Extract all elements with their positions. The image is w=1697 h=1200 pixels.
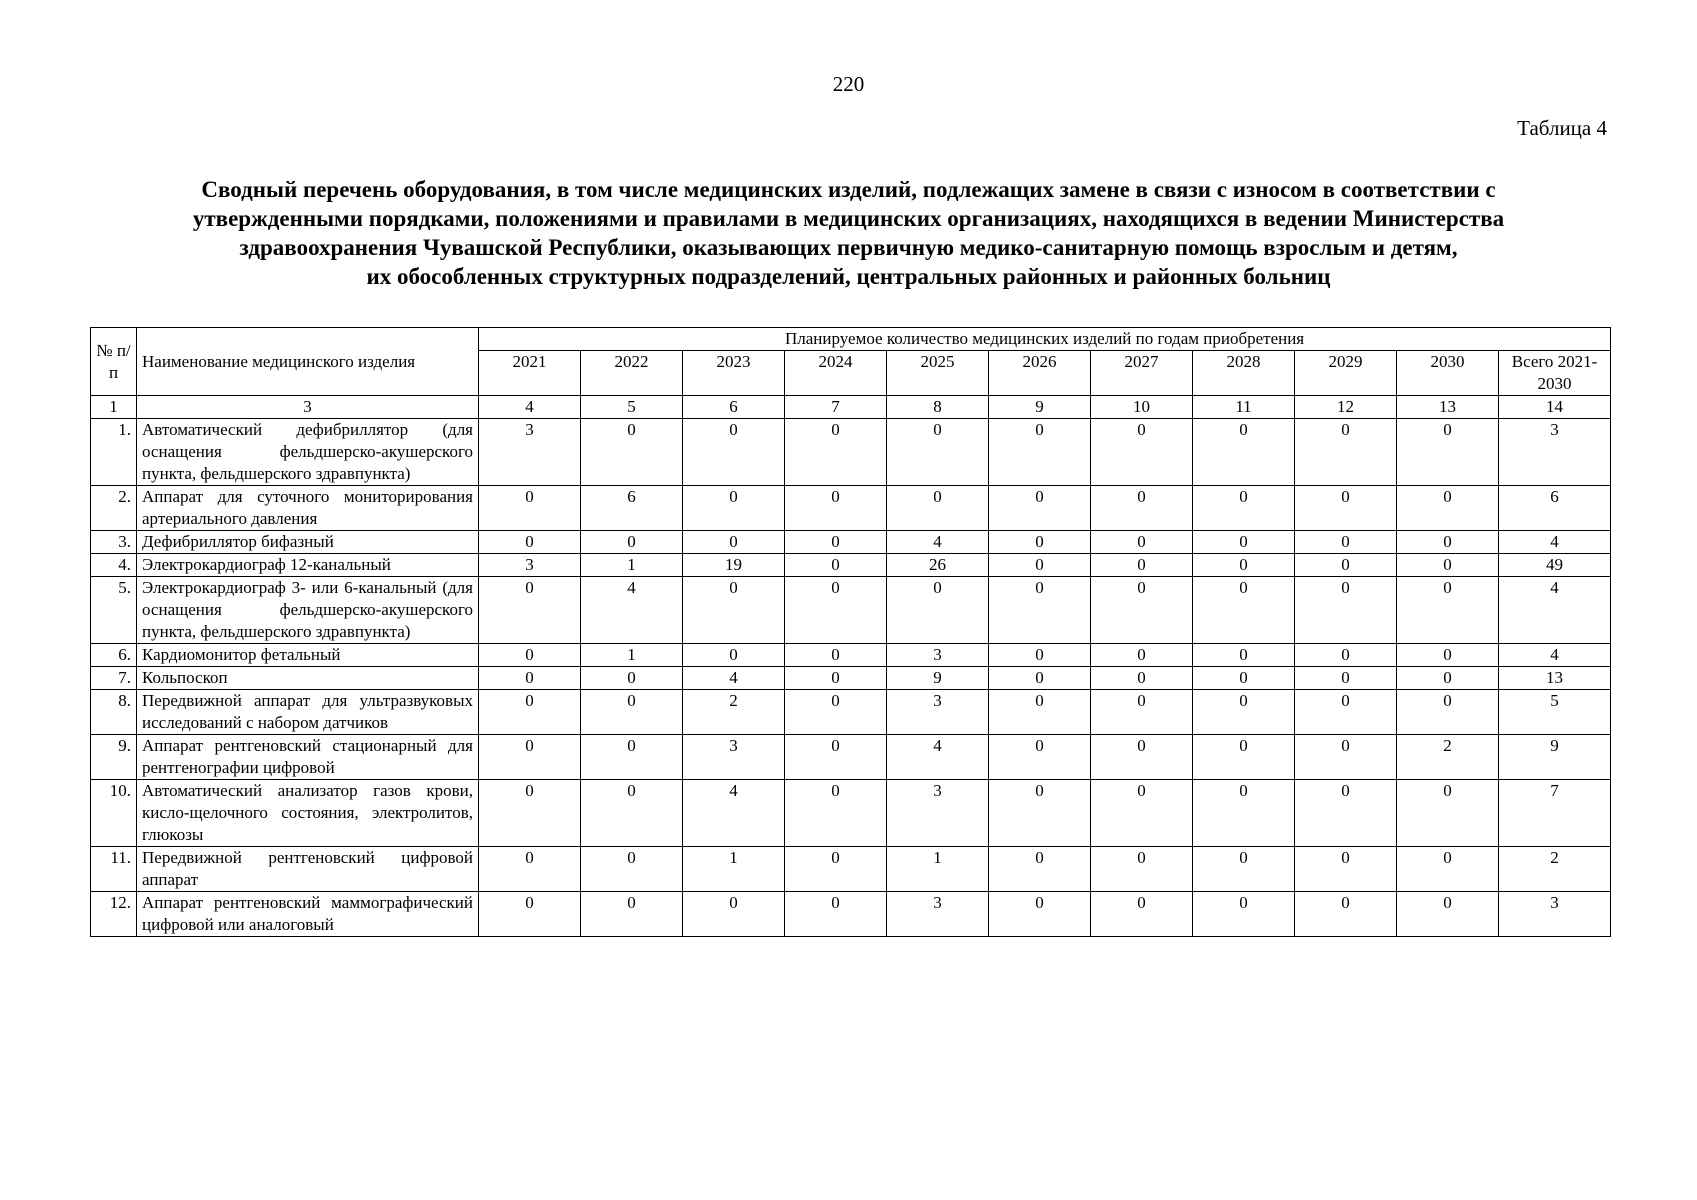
year-quantity: 0 (1295, 554, 1397, 577)
year-quantity: 0 (1091, 577, 1193, 644)
year-quantity: 0 (479, 735, 581, 780)
year-quantity: 0 (785, 486, 887, 531)
year-quantity: 0 (1193, 780, 1295, 847)
year-quantity: 0 (581, 419, 683, 486)
column-index: 7 (785, 396, 887, 419)
header-year: 2025 (887, 351, 989, 396)
year-quantity: 0 (1193, 667, 1295, 690)
year-quantity: 0 (887, 577, 989, 644)
year-quantity: 0 (1193, 735, 1295, 780)
year-quantity: 1 (887, 847, 989, 892)
table-row (91, 644, 1611, 667)
year-quantity: 4 (683, 667, 785, 690)
device-name: Дефибриллятор бифазный (137, 531, 479, 554)
table-row (91, 554, 1611, 577)
device-name: Кольпоскоп (137, 667, 479, 690)
year-quantity: 3 (479, 554, 581, 577)
year-quantity: 0 (1193, 531, 1295, 554)
year-quantity: 0 (1193, 419, 1295, 486)
total-quantity: 9 (1499, 735, 1611, 780)
total-quantity: 3 (1499, 892, 1611, 937)
row-number: 6. (91, 644, 137, 667)
year-quantity: 0 (683, 644, 785, 667)
year-quantity: 0 (1091, 554, 1193, 577)
device-name: Передвижной аппарат для ультразвуковых исследований с набором датчиков (137, 690, 479, 735)
year-quantity: 0 (1193, 486, 1295, 531)
year-quantity: 19 (683, 554, 785, 577)
total-quantity: 2 (1499, 847, 1611, 892)
table-row (91, 690, 1611, 735)
year-quantity: 0 (785, 735, 887, 780)
year-quantity: 3 (887, 780, 989, 847)
year-quantity: 0 (479, 780, 581, 847)
year-quantity: 0 (785, 892, 887, 937)
row-number: 11. (91, 847, 137, 892)
year-quantity: 0 (581, 847, 683, 892)
year-quantity: 1 (581, 644, 683, 667)
title-line: Сводный перечень оборудования, в том числе медицинских изделий, подлежащих замене в связи с износом в соответствии с (201, 177, 1496, 202)
year-quantity: 0 (785, 780, 887, 847)
year-quantity: 0 (1397, 644, 1499, 667)
year-quantity: 0 (1193, 690, 1295, 735)
year-quantity: 0 (887, 486, 989, 531)
year-quantity: 0 (1193, 577, 1295, 644)
year-quantity: 0 (989, 847, 1091, 892)
row-number: 9. (91, 735, 137, 780)
year-quantity: 0 (479, 847, 581, 892)
row-number: 4. (91, 554, 137, 577)
year-quantity: 0 (1193, 554, 1295, 577)
column-index: 10 (1091, 396, 1193, 419)
row-number: 3. (91, 531, 137, 554)
year-quantity: 0 (479, 644, 581, 667)
year-quantity: 0 (1397, 780, 1499, 847)
row-number: 2. (91, 486, 137, 531)
year-quantity: 0 (1091, 419, 1193, 486)
year-quantity: 0 (1193, 644, 1295, 667)
year-quantity: 0 (1397, 847, 1499, 892)
year-quantity: 4 (887, 531, 989, 554)
row-number: 12. (91, 892, 137, 937)
table-row (91, 892, 1611, 937)
header-year: 2029 (1295, 351, 1397, 396)
header-year: 2022 (581, 351, 683, 396)
year-quantity: 0 (989, 554, 1091, 577)
device-name: Автоматический дефибриллятор (для оснащения фельдшерско-акушерского пункта, фельдшерского здравпункта) (137, 419, 479, 486)
year-quantity: 0 (479, 667, 581, 690)
year-quantity: 0 (581, 667, 683, 690)
device-name: Передвижной рентгеновский цифровой аппарат (137, 847, 479, 892)
header-group: Планируемое количество медицинских изделий по годам приобретения (479, 328, 1611, 351)
device-name: Аппарат рентгеновский стационарный для рентгенографии цифровой (137, 735, 479, 780)
header-year: 2023 (683, 351, 785, 396)
year-quantity: 0 (1397, 577, 1499, 644)
column-index: 6 (683, 396, 785, 419)
year-quantity: 0 (1091, 690, 1193, 735)
year-quantity: 0 (581, 690, 683, 735)
header-year: 2021 (479, 351, 581, 396)
year-quantity: 3 (479, 419, 581, 486)
table-row (91, 735, 1611, 780)
year-quantity: 0 (785, 554, 887, 577)
year-quantity: 0 (1397, 419, 1499, 486)
column-index: 12 (1295, 396, 1397, 419)
total-quantity: 13 (1499, 667, 1611, 690)
year-quantity: 0 (1295, 486, 1397, 531)
year-quantity: 3 (887, 892, 989, 937)
year-quantity: 0 (989, 577, 1091, 644)
year-quantity: 0 (581, 892, 683, 937)
year-quantity: 0 (581, 531, 683, 554)
title-line: их обособленных структурных подразделений, центральных районных и районных больниц (366, 264, 1331, 289)
title-line: здравоохранения Чувашской Республики, оказывающих первичную медико-санитарную помощь взрослым и детям, (239, 235, 1458, 260)
row-number: 8. (91, 690, 137, 735)
year-quantity: 0 (683, 486, 785, 531)
year-quantity: 0 (989, 419, 1091, 486)
year-quantity: 1 (581, 554, 683, 577)
column-index-row (91, 396, 1611, 419)
total-quantity: 5 (1499, 690, 1611, 735)
column-index: 4 (479, 396, 581, 419)
header-num: № п/п (91, 328, 137, 396)
column-index: 11 (1193, 396, 1295, 419)
column-index: 13 (1397, 396, 1499, 419)
year-quantity: 0 (1295, 531, 1397, 554)
year-quantity: 0 (479, 531, 581, 554)
column-index: 8 (887, 396, 989, 419)
equipment-table (90, 327, 1611, 937)
year-quantity: 4 (683, 780, 785, 847)
header-total: Всего 2021-2030 (1499, 351, 1611, 396)
device-name: Аппарат для суточного мониторирования артериального давления (137, 486, 479, 531)
year-quantity: 0 (1091, 644, 1193, 667)
device-name: Кардиомонитор фетальный (137, 644, 479, 667)
year-quantity: 0 (1091, 667, 1193, 690)
total-quantity: 4 (1499, 577, 1611, 644)
year-quantity: 0 (479, 690, 581, 735)
header-year: 2027 (1091, 351, 1193, 396)
table-label: Таблица 4 (1517, 116, 1607, 140)
table-row (91, 667, 1611, 690)
year-quantity: 3 (887, 644, 989, 667)
document-title (80, 175, 1617, 291)
row-number: 7. (91, 667, 137, 690)
year-quantity: 6 (581, 486, 683, 531)
year-quantity: 0 (1295, 419, 1397, 486)
device-name: Аппарат рентгеновский маммографический цифровой или аналоговый (137, 892, 479, 937)
year-quantity: 0 (1397, 667, 1499, 690)
year-quantity: 3 (683, 735, 785, 780)
year-quantity: 4 (887, 735, 989, 780)
year-quantity: 26 (887, 554, 989, 577)
year-quantity: 0 (785, 419, 887, 486)
year-quantity: 0 (1295, 644, 1397, 667)
year-quantity: 0 (1193, 892, 1295, 937)
column-index: 3 (137, 396, 479, 419)
year-quantity: 0 (1295, 667, 1397, 690)
total-quantity: 4 (1499, 644, 1611, 667)
header-row (91, 328, 1611, 351)
year-quantity: 0 (1295, 577, 1397, 644)
row-number: 5. (91, 577, 137, 644)
year-quantity: 0 (989, 486, 1091, 531)
row-number: 10. (91, 780, 137, 847)
year-quantity: 0 (989, 892, 1091, 937)
year-quantity: 0 (581, 780, 683, 847)
table-row (91, 531, 1611, 554)
table-row (91, 419, 1611, 486)
year-quantity: 0 (989, 780, 1091, 847)
year-quantity: 1 (683, 847, 785, 892)
year-quantity: 0 (989, 735, 1091, 780)
year-quantity: 0 (479, 577, 581, 644)
year-quantity: 0 (1397, 690, 1499, 735)
year-quantity: 3 (887, 690, 989, 735)
year-quantity: 2 (1397, 735, 1499, 780)
table-row (91, 577, 1611, 644)
row-number: 1. (91, 419, 137, 486)
header-year: 2028 (1193, 351, 1295, 396)
year-quantity: 0 (989, 531, 1091, 554)
year-quantity: 0 (479, 892, 581, 937)
year-quantity: 0 (785, 847, 887, 892)
device-name: Электрокардиограф 12-канальный (137, 554, 479, 577)
year-quantity: 0 (1091, 531, 1193, 554)
year-quantity: 4 (581, 577, 683, 644)
year-quantity: 0 (1295, 847, 1397, 892)
total-quantity: 4 (1499, 531, 1611, 554)
year-quantity: 0 (1397, 531, 1499, 554)
total-quantity: 49 (1499, 554, 1611, 577)
year-quantity: 0 (683, 419, 785, 486)
year-quantity: 0 (785, 644, 887, 667)
table-row (91, 780, 1611, 847)
year-quantity: 0 (1295, 892, 1397, 937)
year-quantity: 0 (989, 667, 1091, 690)
column-index: 1 (91, 396, 137, 419)
year-quantity: 0 (1091, 780, 1193, 847)
year-quantity: 0 (683, 531, 785, 554)
total-quantity: 3 (1499, 419, 1611, 486)
total-quantity: 6 (1499, 486, 1611, 531)
year-quantity: 0 (1091, 847, 1193, 892)
column-index: 9 (989, 396, 1091, 419)
device-name: Электрокардиограф 3- или 6-канальный (для оснащения фельдшерско-акушерского пункта, фельдшерского здравпункта) (137, 577, 479, 644)
title-line: утвержденными порядками, положениями и правилами в медицинских организациях, находящихся в ведении Министерства (192, 206, 1505, 231)
year-quantity: 0 (683, 577, 785, 644)
year-quantity: 0 (1295, 780, 1397, 847)
table-row (91, 847, 1611, 892)
page-number: 220 (832, 72, 865, 96)
device-name: Автоматический анализатор газов крови, кисло-щелочного состояния, электролитов, глюкозы (137, 780, 479, 847)
year-quantity: 0 (1091, 486, 1193, 531)
year-quantity: 0 (785, 667, 887, 690)
year-quantity: 0 (785, 577, 887, 644)
year-quantity: 9 (887, 667, 989, 690)
total-quantity: 7 (1499, 780, 1611, 847)
table-body (91, 419, 1611, 937)
year-quantity: 0 (785, 531, 887, 554)
year-quantity: 0 (1397, 554, 1499, 577)
header-year: 2026 (989, 351, 1091, 396)
year-quantity: 0 (1397, 892, 1499, 937)
year-quantity: 0 (1295, 735, 1397, 780)
table-row (91, 486, 1611, 531)
year-quantity: 0 (1193, 847, 1295, 892)
year-quantity: 0 (989, 690, 1091, 735)
year-quantity: 0 (1091, 735, 1193, 780)
year-quantity: 0 (1091, 892, 1193, 937)
year-quantity: 0 (1397, 486, 1499, 531)
year-quantity: 0 (887, 419, 989, 486)
column-index: 14 (1499, 396, 1611, 419)
year-quantity: 0 (581, 735, 683, 780)
year-quantity: 0 (683, 892, 785, 937)
header-name: Наименование медицинского изделия (137, 328, 479, 396)
year-quantity: 0 (1295, 690, 1397, 735)
year-quantity: 0 (479, 486, 581, 531)
header-year: 2024 (785, 351, 887, 396)
year-quantity: 2 (683, 690, 785, 735)
year-quantity: 0 (785, 690, 887, 735)
header-year: 2030 (1397, 351, 1499, 396)
year-quantity: 0 (989, 644, 1091, 667)
column-index: 5 (581, 396, 683, 419)
